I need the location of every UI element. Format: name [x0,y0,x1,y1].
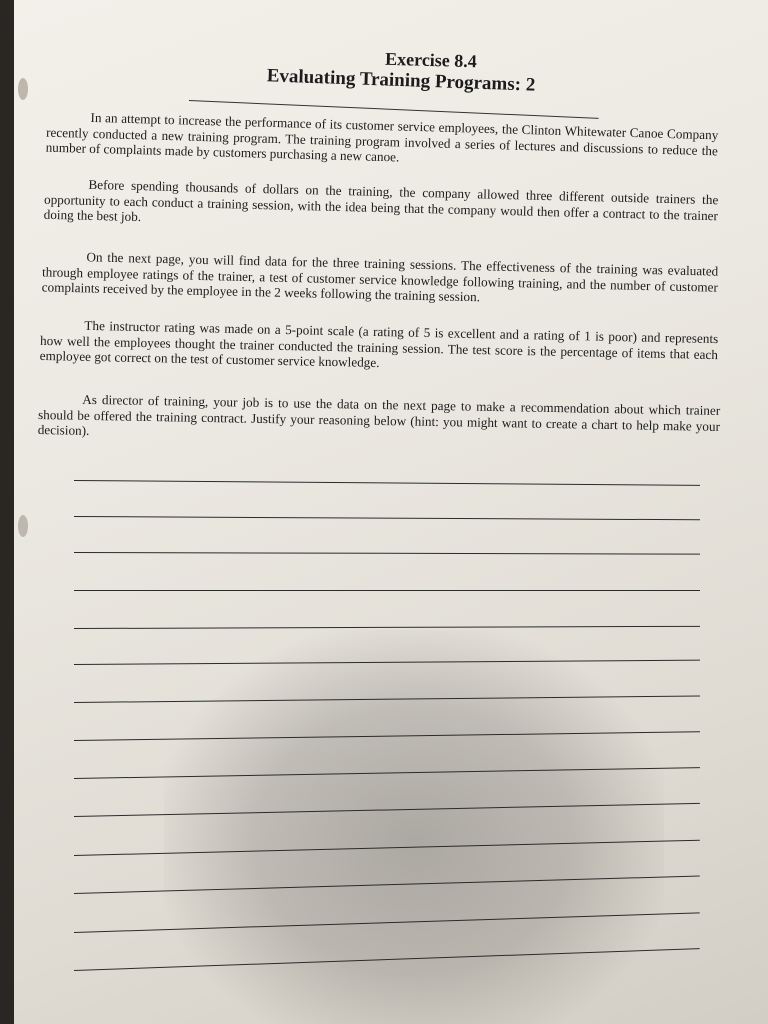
exercise-number: Exercise 8.4 [384,48,478,72]
answer-line[interactable] [74,948,700,971]
paragraph-text: The instructor rating was made on a 5-point scale (a rating of 5 is excellent and a rating of 1 is poor) and represents how well the employees thought the trainer conducted the training session. The test score is the percentage of items that each employee got correct on the test of customer service knowledge. [39,317,719,371]
paragraph-trainers [44,176,719,239]
answer-line[interactable] [74,731,700,741]
paragraph-intro [45,109,718,174]
paragraph-text: As director of training, your job is to use the data on the next page to make a recommendation about which trainer should be offered the training contract. Justify your reasoning below (hint: you might want to create a chart to help make your decision). [37,391,721,438]
answer-line[interactable] [74,912,700,933]
binder-hole [18,78,28,100]
paragraph-text: On the next page, you will find data for the three training sessions. The effectiveness of the training was evaluated through employee ratings of the trainer, a test of customer service knowledge following training, and the number of customer complaints received by the employee in the 2 weeks following the training session. [41,249,719,305]
answer-line[interactable] [74,660,700,665]
worksheet-page [14,0,768,1024]
paragraph-rating [40,317,719,378]
paragraph-data [42,248,719,310]
answer-line[interactable] [74,552,700,555]
answer-line[interactable] [74,516,700,520]
paragraph-text: Before spending thousands of dollars on the training, the company allowed three different outside trainers the opportunity to each conduct a training session, with the idea being that the company would then offer a contract to the trainer doing the best job. [43,176,719,225]
answer-line[interactable] [74,626,700,629]
exercise-title: Evaluating Training Programs: 2 [266,65,536,96]
paragraph-text: In an attempt to increase the performance of its customer service employees, the Clinton Whitewater Canoe Company recently conducted a new training program. The training program involved a series of lectures and discussions to reduce the number of complaints made by customers purchasing a new canoe. [45,109,719,165]
answer-line[interactable] [74,840,700,856]
answer-line[interactable] [74,767,700,779]
answer-line[interactable] [74,803,700,817]
answer-line[interactable] [74,695,700,703]
answer-line[interactable] [74,590,700,591]
paragraph-task [38,391,721,449]
answer-line[interactable] [74,876,700,894]
binder-hole [18,515,28,537]
answer-line[interactable] [74,480,700,486]
